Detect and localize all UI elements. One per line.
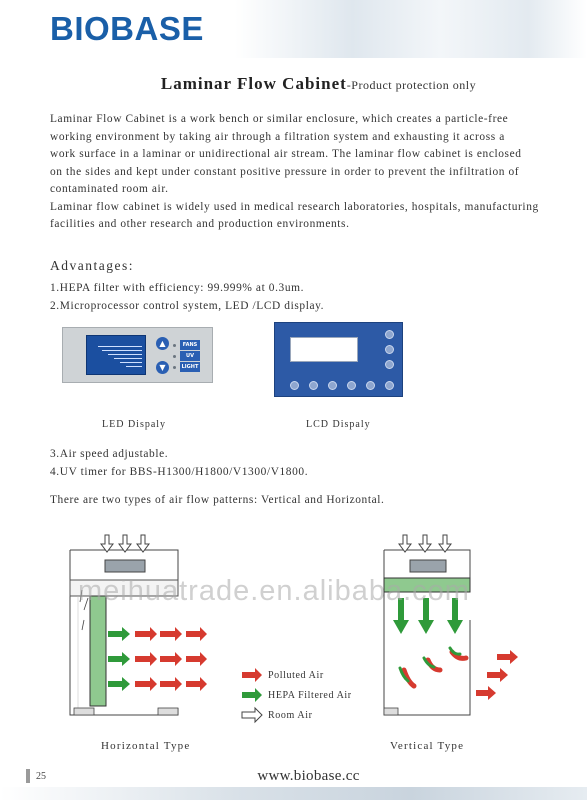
legend-arrows [242,668,262,722]
biobase-logo: BIOBASE [50,10,204,47]
legend-hepa-filtered-air: HEPA Filtered Air [268,690,352,701]
advantages-list-b [50,446,308,481]
lcd-screen [290,337,358,362]
filtered-air-arrow-icon [242,688,262,702]
intro-line: facilities and other research and production environments. [50,218,350,230]
hepa-filter-icon [90,596,106,706]
vertical-cabinet [384,535,518,715]
up-arrow-icon: ▲ [156,337,169,350]
title-sub: -Product protection only [346,78,477,92]
legend-room-air: Room Air [268,710,313,721]
list-item: 1.HEPA filter with efficiency: 99.999% at 0.3um. [50,282,305,294]
led-light-button: LIGHT [181,364,199,370]
footer-band [0,787,587,800]
lcd-display-panel [274,322,403,397]
list-item: 3.Air speed adjustable. [50,448,169,460]
page-title [0,74,587,94]
intro-line: work surface in a laminar or unidirectional air stream. The laminar flow cabinet is enclosed [50,148,522,160]
list-item: 4.UV timer for BBS-H1300/H1800/V1300/V1800. [50,465,309,478]
intro-line: Laminar flow cabinet is widely used in medical research laboratories, hospitals, manufacturing [50,200,539,213]
intro-line: contaminated room air. [50,183,169,195]
legend-polluted-air: Polluted Air [268,670,324,681]
fan-icon [410,560,446,572]
led-uv-button: UV [180,351,200,361]
led-display-panel [62,327,213,383]
down-arrow-icon: ▼ [156,361,169,374]
airflow-intro: There are two types of air flow patterns: Vertical and Horizontal. [50,494,385,506]
intro-line: working environment by taking air through a filtration system and exhausting it across a [50,130,505,143]
room-air-arrow-icon [242,708,262,722]
fan-icon [105,560,145,572]
led-fans-button: FANS [180,340,200,350]
footer-url: www.biobase.cc [257,768,360,784]
vertical-type-caption: Vertical Type [390,740,465,752]
advantages-heading: Advantages: [50,258,134,273]
led-caption: LED Dispaly [102,419,167,430]
advantages-list-a [50,280,324,315]
intro-line: on the sides and kept under constant positive pressure in order to prevent the infiltration of [50,165,520,178]
horizontal-cabinet [70,535,207,715]
lcd-caption: LCD Dispaly [306,419,371,430]
page-number: 25 [36,771,46,782]
watermark: meihuatrade.en.alibaba.com [78,575,470,607]
horizontal-type-caption: Horizontal Type [101,740,191,752]
intro-text [50,111,562,234]
led-screen [86,335,146,375]
list-item: 2.Microprocessor control system, LED /LCD display. [50,299,325,312]
intro-line: Laminar Flow Cabinet is a work bench or similar enclosure, which creates a particle-free [50,113,509,125]
polluted-air-arrow-icon [242,668,262,682]
title-main: Laminar Flow Cabinet [160,74,347,93]
